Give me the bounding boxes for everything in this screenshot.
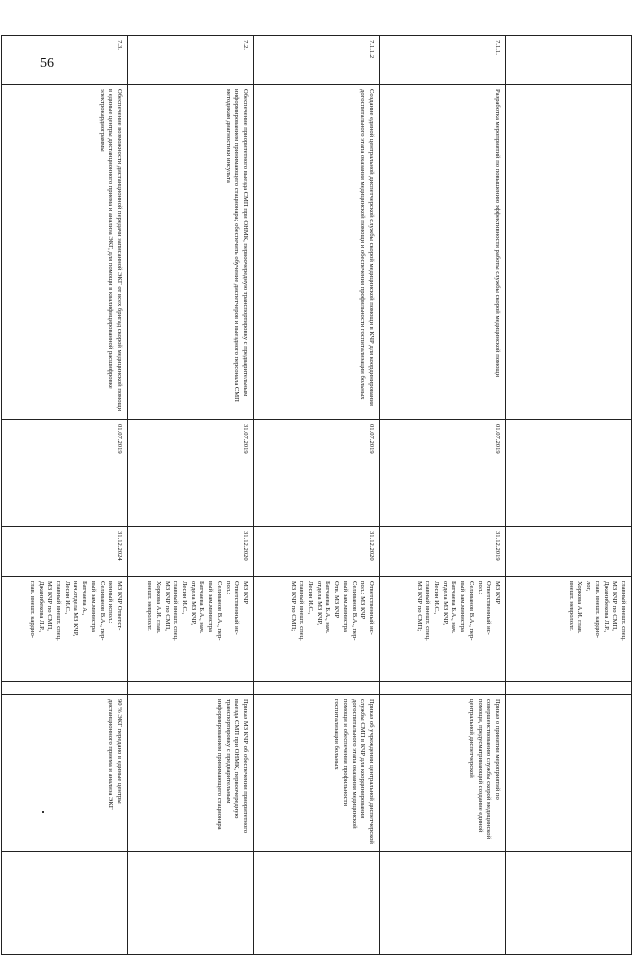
measure-name: Обеспечение возможности дистанционной передачи записанной ЭКГ от всех бригад скорой медицинской помощи в единые центры дистанционного приема и анализа ЭКГ, для помощи в квалифицированной расшифровке электрокардиограммы [2,85,128,420]
end-date: 31.12.2024 [2,527,128,577]
row-number: 7.2. [128,36,254,85]
responsible-line: МЗ КЧР [242,581,249,605]
expected-result: Приказ об учреждении центральной диспетчерской службы СМП в КЧР для координирования догоспитального этапа оказания медицинской помощи и обеспечения профильности госпитализации больных [254,695,380,852]
responsible-line: пол.: [476,581,484,595]
responsible-line: Батчаева Б.А., нач. [198,581,206,634]
blank-cell [128,682,254,695]
responsible-line: вый зам.министра [341,581,349,632]
responsible-line: отдела МЗ КЧР, [189,581,197,626]
responsible-line: Ответственный ис- [485,581,493,635]
measure-name: Разработка мероприятий по повышению эффективности работы службы скорой медицинской помощи [380,85,506,420]
responsible-executors [254,577,380,682]
responsible-line: Джанибекова Л.Р., [37,581,45,633]
blank-cell [2,682,128,695]
table-row [380,36,506,955]
responsible-line: вый зам.министра [89,581,97,632]
measure-name: Создание единой центральной диспетчерской службы скорой медицинской помощи в КЧР для координирования догоспитального этапа оказания медицинской помощи и обеспечения профильности госпитализации больных [254,85,380,420]
blank-cell [506,682,632,695]
responsible-line: Джанибекова Л.Р., [602,581,610,633]
expected-result: Приказ о принятии мероприятий по совершенствованию службы скорой медицинской помощи, предусматривающий создание единой центральной диспетчерской [380,695,506,852]
end-date: 31.12.2020 [254,527,380,577]
responsible-line: Хоркова А.И. глав. [576,581,584,634]
table-row [506,36,632,955]
row-number: 7.1.1.2 [254,36,380,85]
start-date: 31.07.2019 [128,420,254,527]
responsible-line: вый зам.министра [207,581,215,632]
responsible-line: главный внешт. спец. [620,581,627,641]
responsible-line: МЗ КЧР по СМП, [163,581,171,631]
expected-result: Приказ МЗ КЧР об обеспечении приоритетного выезда СМП при ОНМК, первоочередную транспортировку с предварительным информированием принимающего стационара [128,695,254,852]
responsible-executors [506,577,632,682]
table-row [2,36,128,955]
responsible-line: главный внешт. спец. [55,581,63,641]
responsible-line: главный внешт. спец. [424,581,432,641]
responsible-line: отдела МЗ КЧР, [315,581,323,626]
responsible-line: Отв. МЗ КЧР [333,581,341,619]
responsible-line: пол.: МЗ КЧР [359,581,367,620]
responsible-line: Лесин И.С., [307,581,315,615]
responsible-line: МЗ КЧР Ответст- [116,581,123,631]
table-row [128,36,254,955]
end-date: 31.12.2019 [380,527,506,577]
blank-cell [380,682,506,695]
start-date: 01.07.2019 [2,420,128,527]
responsible-line: главный внешт. спец. [298,581,306,641]
responsible-line: вый зам.министра [459,581,467,632]
start-date: 01.07.2019 [380,420,506,527]
responsible-line: венный испол.: [107,581,115,624]
row-number: 7.3. [2,36,128,85]
responsible-line: Лесин И.С., [63,581,71,615]
page-number: 56 [40,56,54,71]
responsible-executors [380,577,506,682]
responsible-line: Хоркова А.И. глав. [154,581,162,634]
responsible-line: пол.: [224,581,232,595]
responsible-line: МЗ КЧР по СМП, [611,581,619,631]
responsible-line: глав. внешт. кардио- [28,581,36,638]
end-date: 31.12.2020 [128,527,254,577]
measure-name [506,85,632,420]
action-plan-table [1,35,632,955]
responsible-line: МЗ КЧР по СМП; [415,581,423,632]
responsible-line: глав. внешт. кардио- [593,581,601,638]
responsible-line: нач.отдела МЗ КЧР, [72,581,80,637]
empty-cell [2,852,128,955]
responsible-line: Ответственный ис- [233,581,241,635]
responsible-line: отдела МЗ КЧР, [441,581,449,626]
responsible-executors [128,577,254,682]
responsible-line: Селиванов В.А., пер- [98,581,106,641]
responsible-line: Батчаева Б.А., нач. [324,581,332,634]
start-date [506,420,632,527]
responsible-line: Батчаева А., [81,581,89,616]
responsible-line: Лесин И.С., [181,581,189,615]
blank-cell [254,682,380,695]
responsible-line: внешт. неврололг. [146,581,154,631]
expected-result [506,695,632,852]
empty-cell [380,852,506,955]
start-date: 01.07.2019 [254,420,380,527]
responsible-line: МЗ КЧР по СМП; [289,581,297,632]
responsible-line: Селиванов В.А., пер- [350,581,358,641]
expected-result: 90 % ЭКГ передано в единые центры дистанционного приема и анализа ЭКГ [2,695,128,852]
responsible-line: Селиванов В.А., пер- [215,581,223,641]
empty-cell [128,852,254,955]
responsible-line: МЗ КЧР по СМП, [46,581,54,631]
responsible-line: лог, [585,581,593,592]
responsible-line: главный внешт. спец. [172,581,180,641]
end-date [506,527,632,577]
row-number: 7.1.1. [380,36,506,85]
responsible-line: Ответственный ис- [368,581,375,635]
responsible-line: Лесин И.С., [433,581,441,615]
responsible-line: Селиванов В.А., пер- [467,581,475,641]
responsible-line: Батчаева Б.А., нач. [450,581,458,634]
row-number [506,36,632,85]
empty-cell [254,852,380,955]
responsible-executors [2,577,128,682]
empty-cell [506,852,632,955]
responsible-line: внешт. неврололг. [567,581,575,631]
measure-name: Обеспечение приоритетного выезда СМП при ОНМК, первоочередную транспортировку с предварительным информированием принимающего стационара; обеспечить обучение диспетчеров и выездного персонала СМП методикам диагностики инсульта [128,85,254,420]
table-row [254,36,380,955]
responsible-line: МЗ КЧР [494,581,501,605]
